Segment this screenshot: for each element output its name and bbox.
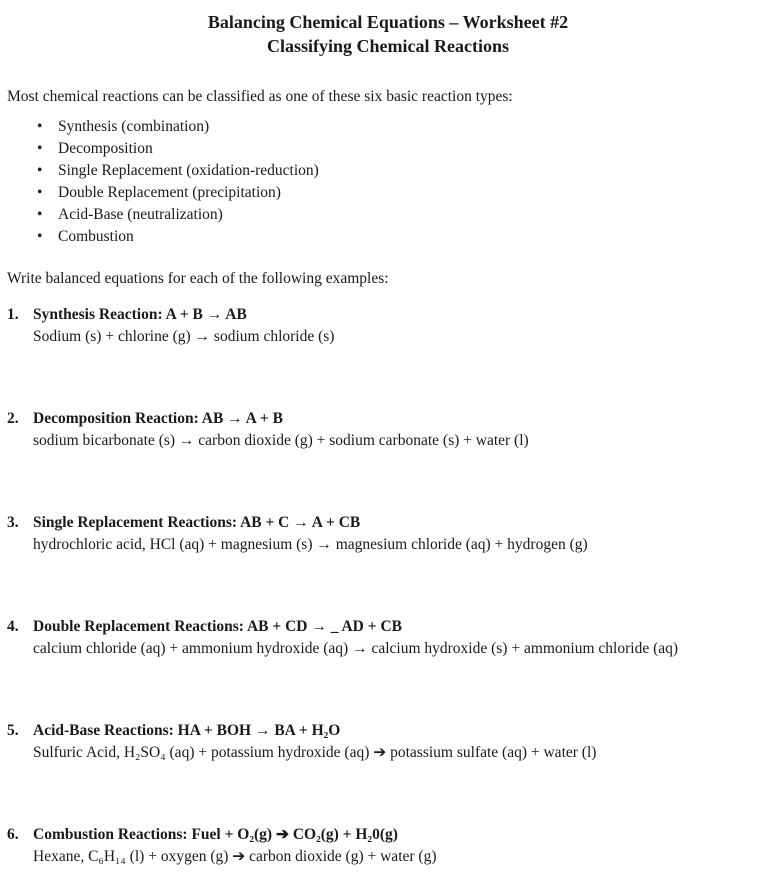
list-item-label: Synthesis (combination) bbox=[58, 118, 210, 135]
title-line-2: Classifying Chemical Reactions bbox=[267, 36, 509, 56]
problem-title: Acid-Base Reactions: HA + BOH → BA + H₂O bbox=[33, 722, 341, 739]
list-item bbox=[37, 116, 769, 138]
problem-item-4 bbox=[7, 616, 769, 660]
problem-number: 2. bbox=[7, 410, 19, 427]
instruction-text: Write balanced equations for each of the following examples: bbox=[7, 270, 389, 287]
problem-equation: Sulfuric Acid, H₂SO₄ (aq) + potassium hydroxide (aq) ➔ potassium sulfate (aq) + water (l) bbox=[33, 744, 597, 761]
problem-title: Synthesis Reaction: A + B → AB bbox=[33, 306, 247, 323]
problem-number: 3. bbox=[7, 514, 19, 531]
bullet-marker: • bbox=[37, 118, 43, 135]
list-item bbox=[37, 160, 769, 182]
problem-item-5 bbox=[7, 720, 769, 764]
problem-title: Single Replacement Reactions: AB + C → A + CB bbox=[33, 514, 361, 531]
problem-heading bbox=[7, 616, 769, 638]
problem-item-1 bbox=[7, 304, 769, 348]
list-item bbox=[37, 204, 769, 226]
problem-item-6 bbox=[7, 824, 769, 868]
title-line-1: Balancing Chemical Equations – Worksheet #2 bbox=[207, 12, 569, 32]
problem-title: Decomposition Reaction: AB → A + B bbox=[33, 410, 283, 427]
list-item bbox=[37, 226, 769, 248]
bullet-marker: • bbox=[37, 162, 43, 179]
bullet-marker: • bbox=[37, 140, 43, 157]
bullet-marker: • bbox=[37, 206, 43, 223]
bullet-marker: • bbox=[37, 228, 43, 245]
reaction-types-list bbox=[7, 116, 769, 248]
problem-title: Double Replacement Reactions: AB + CD → _ AD + CB bbox=[33, 618, 402, 635]
list-item-label: Single Replacement (oxidation-reduction) bbox=[58, 162, 319, 179]
problem-heading bbox=[7, 512, 769, 534]
document-title bbox=[7, 10, 769, 58]
list-item-label: Decomposition bbox=[58, 140, 153, 157]
problem-heading bbox=[7, 824, 769, 846]
problem-number: 6. bbox=[7, 826, 19, 843]
problem-equation: Sodium (s) + chlorine (g) → sodium chloride (s) bbox=[33, 328, 335, 345]
list-item bbox=[37, 138, 769, 160]
list-item-label: Combustion bbox=[58, 228, 134, 245]
list-item bbox=[37, 182, 769, 204]
problem-item-3 bbox=[7, 512, 769, 556]
problems-list bbox=[7, 304, 769, 868]
bullet-marker: • bbox=[37, 184, 43, 201]
problem-title: Combustion Reactions: Fuel + O₂(g) ➔ CO₂(g) + H₂0(g) bbox=[33, 826, 398, 843]
problem-heading bbox=[7, 408, 769, 430]
problem-number: 4. bbox=[7, 618, 19, 635]
problem-equation: hydrochloric acid, HCl (aq) + magnesium (s) → magnesium chloride (aq) + hydrogen (g) bbox=[33, 536, 588, 553]
problem-number: 1. bbox=[7, 306, 19, 323]
problem-item-2 bbox=[7, 408, 769, 452]
problem-number: 5. bbox=[7, 722, 19, 739]
problem-heading bbox=[7, 304, 769, 326]
list-item-label: Acid-Base (neutralization) bbox=[58, 206, 223, 223]
problem-equation: sodium bicarbonate (s) → carbon dioxide (g) + sodium carbonate (s) + water (l) bbox=[33, 432, 529, 449]
problem-heading bbox=[7, 720, 769, 742]
intro-text: Most chemical reactions can be classified as one of these six basic reaction types: bbox=[7, 88, 513, 105]
problem-equation: calcium chloride (aq) + ammonium hydroxide (aq) → calcium hydroxide (s) + ammonium chloride (aq) bbox=[33, 640, 679, 657]
list-item-label: Double Replacement (precipitation) bbox=[58, 184, 281, 201]
problem-equation: Hexane, C₆H₁₄ (l) + oxygen (g) ➔ carbon dioxide (g) + water (g) bbox=[33, 848, 437, 865]
